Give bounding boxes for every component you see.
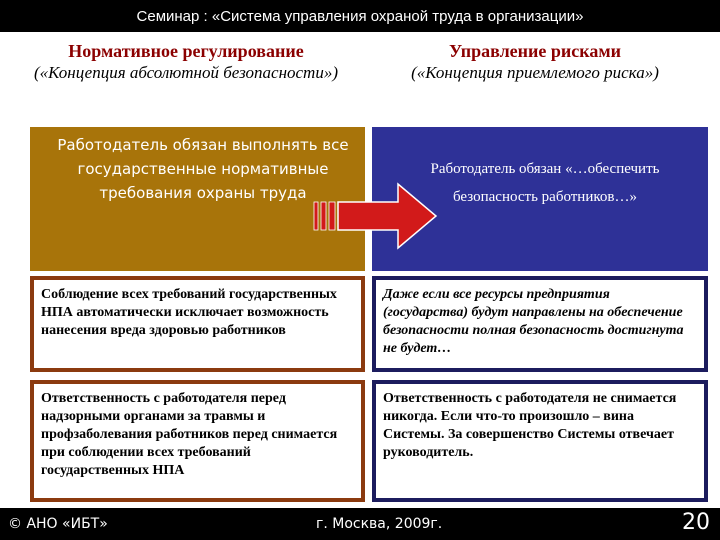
left-row2-box	[30, 380, 365, 502]
footer-location-date: г. Москва, 2009г.	[316, 516, 443, 532]
slide-title: Семинар : «Система управления охраной труда в организации»	[136, 7, 584, 25]
left-heading-subtitle: («Концепция абсолютной безопасности»)	[34, 63, 338, 82]
right-heading-title: Управление рисками	[448, 41, 622, 61]
slide-header	[0, 0, 720, 32]
footer-organization: © АНО «ИБТ»	[8, 516, 108, 532]
right-row1-text: Даже если все ресурсы предприятия (государства) будут направлены на обеспечение безопасности полная безопасность достигнута не будет…	[383, 287, 684, 356]
right-heading-subtitle: («Концепция приемлемого риска»)	[411, 63, 659, 82]
left-column-heading	[16, 40, 356, 84]
left-heading-title: Нормативное регулирование	[68, 41, 304, 61]
right-arrow-icon	[310, 180, 440, 252]
page-number: 20	[682, 510, 710, 535]
left-row2-text: Ответственность с работодателя перед надзорными органами за травмы и профзаболевания работников перед снимается при соблюдении всех требований государственных НПА	[41, 391, 338, 478]
left-row1-text: Соблюдение всех требований государственных НПА автоматически исключает возможность нанесения вреда здоровью работников	[41, 287, 337, 338]
right-row2-text: Ответственность с работодателя не снимается никогда. Если что-то произошло – вина Системы. За совершенство Системы отвечает руководитель.	[383, 391, 677, 460]
right-column-heading	[365, 40, 705, 84]
right-row1-box	[372, 276, 708, 372]
left-main-statement: Работодатель обязан выполнять все государственные нормативные требования охраны труда	[57, 136, 349, 202]
right-main-statement: Работодатель обязан «…обеспечить безопасность работников…»	[430, 161, 660, 205]
right-row2-box	[372, 380, 708, 502]
slide-footer	[0, 508, 720, 540]
left-row1-box	[30, 276, 365, 372]
